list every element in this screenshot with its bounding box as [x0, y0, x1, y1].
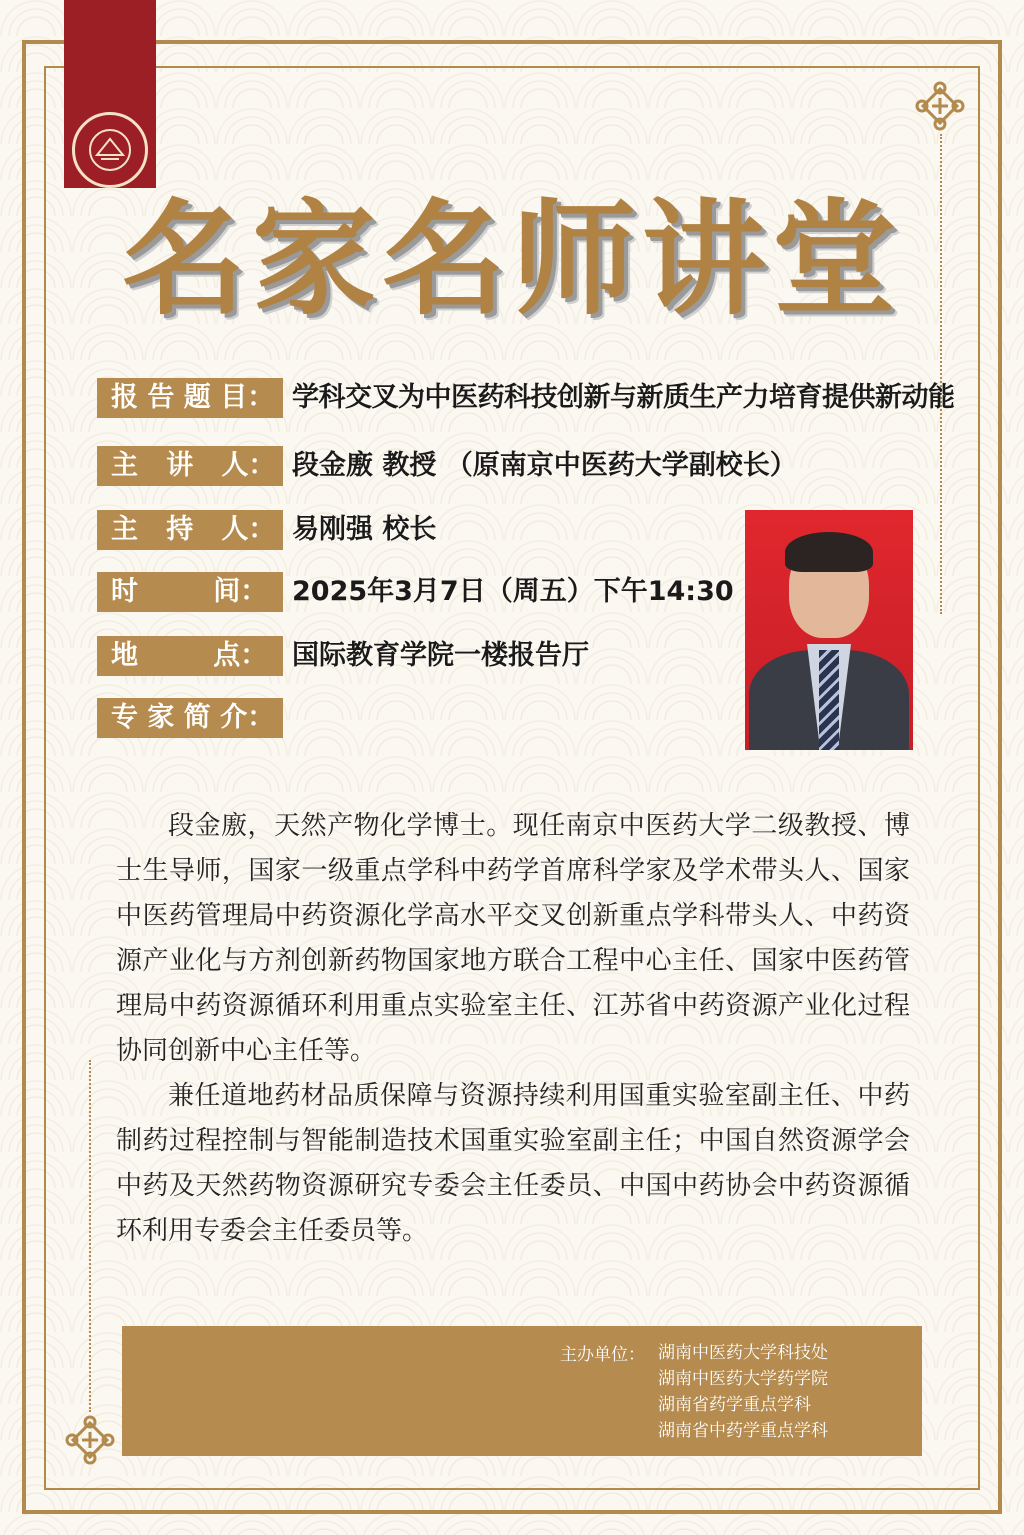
- organizer-list: [658, 1340, 828, 1444]
- chinese-knot-icon: [912, 78, 968, 134]
- value-time: 2025年3月7日（周五）下午14:30: [292, 576, 734, 607]
- photo-tie: [819, 650, 839, 750]
- label-host: 主 持 人：: [97, 510, 283, 550]
- organizer-label: 主办单位：: [560, 1345, 645, 1365]
- label-speaker: 主 讲 人：: [97, 446, 283, 486]
- ornament-dotted-line: [89, 1060, 91, 1412]
- photo-hair: [785, 532, 873, 572]
- value-host: 易刚强 校长: [292, 514, 437, 545]
- chinese-knot-icon: [62, 1412, 118, 1468]
- value-speaker: 段金廒 教授 （原南京中医药大学副校长）: [292, 450, 797, 481]
- bio-paragraph: 兼任道地药材品质保障与资源持续利用国重实验室副主任、中药制药过程控制与智能制造技术国重实验室副主任；中国自然资源学会中药及天然药物资源研究专委会主任委员、中国中药协会中药资源循环利用专委会主任委员等。: [116, 1081, 910, 1246]
- organizer-unit: 湖南省中药学重点学科: [658, 1421, 828, 1441]
- label-report-topic: 报 告 题 目：: [97, 378, 283, 418]
- label-time: 时 间：: [97, 572, 283, 612]
- organizer-unit: 湖南省药学重点学科: [658, 1395, 811, 1415]
- organizer-unit: 湖南中医药大学药学院: [658, 1369, 828, 1389]
- bio-paragraph: 段金廒，天然产物化学博士。现任南京中医药大学二级教授、博士生导师，国家一级重点学科中药学首席科学家及学术带头人、国家中医药管理局中药资源化学高水平交叉创新重点学科带头人、中药资源产业化与方剂创新药物国家地方联合工程中心主任、国家中医药管理局中药资源循环利用重点实验室主任、江苏省中药资源产业化过程协同创新中心主任等。: [116, 811, 910, 1066]
- page-title: 名家名师讲堂: [121, 187, 902, 332]
- expert-bio: [116, 804, 910, 1254]
- value-location: 国际教育学院一楼报告厅: [292, 640, 589, 671]
- value-report-topic: 学科交叉为中医药科技创新与新质生产力培育提供新动能: [292, 382, 955, 413]
- label-expert-intro: 专 家 简 介：: [97, 698, 283, 738]
- speaker-photo: [745, 510, 913, 750]
- organizer-unit: 湖南中医药大学科技处: [658, 1343, 828, 1363]
- label-location: 地 点：: [97, 636, 283, 676]
